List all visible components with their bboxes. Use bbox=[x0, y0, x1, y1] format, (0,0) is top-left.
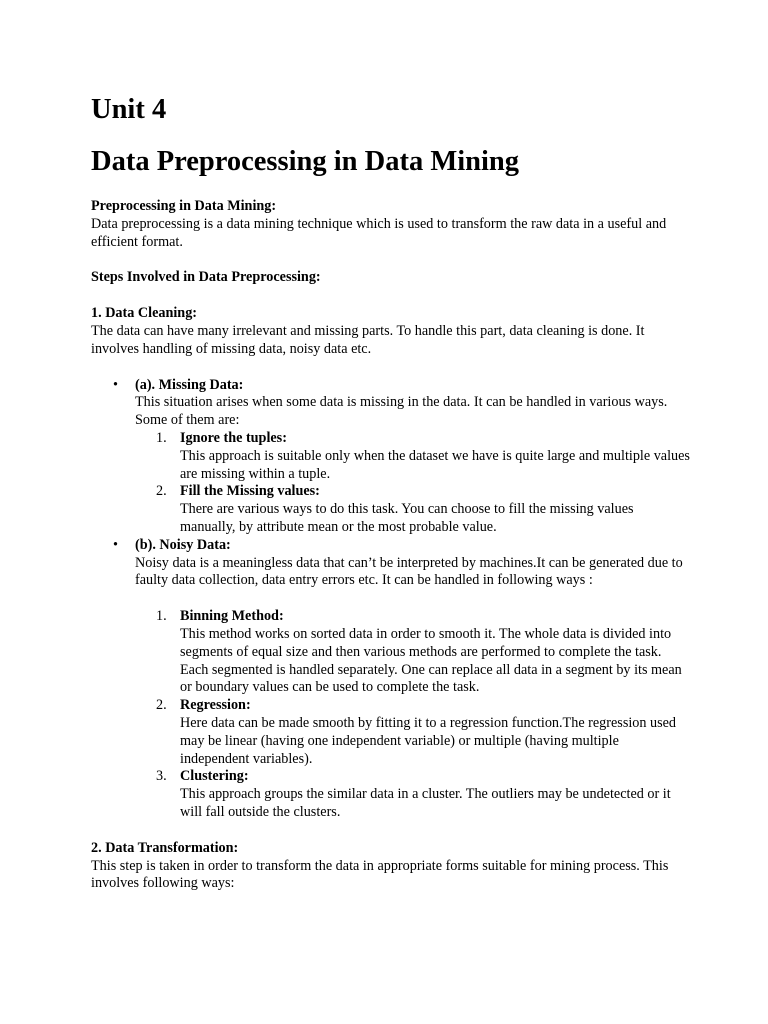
intro-heading: Preprocessing in Data Mining: bbox=[91, 198, 277, 214]
data-transformation-heading: 2. Data Transformation: bbox=[91, 839, 239, 856]
cleaning-bullet-list bbox=[91, 377, 691, 822]
list-number: 1. bbox=[156, 429, 167, 446]
missing-data-heading: • (a). Missing Data: bbox=[135, 376, 244, 393]
list-item bbox=[156, 608, 691, 697]
noisy-data-methods bbox=[135, 608, 691, 822]
method-text: This approach groups the similar data in a cluster. The outliers may be undetected or it will fall outside the clusters. bbox=[180, 786, 671, 820]
missing-data-item bbox=[135, 377, 691, 537]
list-number: 2. bbox=[156, 483, 167, 500]
data-transformation-body: This step is taken in order to transform the data in appropriate forms suitable for mining process. This involves following ways: bbox=[91, 857, 669, 892]
method-text: There are various ways to do this task. You can choose to fill the missing values manually, by attribute mean or the most probable value. bbox=[180, 501, 634, 535]
noisy-data-body: Noisy data is a meaningless data that can’t be interpreted by machines.It can be generated due to faulty data collection, data entry errors etc. It can be handled in following ways : bbox=[135, 554, 683, 589]
noisy-data-heading: • (b). Noisy Data: bbox=[135, 536, 231, 553]
method-title: Clustering: bbox=[180, 768, 249, 785]
list-number: 2. bbox=[156, 697, 167, 714]
steps-heading: Steps Involved in Data Preprocessing: bbox=[91, 269, 321, 286]
method-title: Regression: bbox=[180, 697, 251, 714]
document-title: Data Preprocessing in Data Mining bbox=[91, 146, 520, 177]
noisy-data-item bbox=[135, 537, 691, 822]
unit-title: Unit 4 bbox=[91, 94, 167, 125]
method-text: This method works on sorted data in order to smooth it. The whole data is divided into segments of equal size and then various methods are performed to complete the task. Each segmented is handled separately. One can replace all data in a segment by its mean or boundary values can be used to complete the task. bbox=[180, 625, 682, 696]
data-cleaning-body: The data can have many irrelevant and missing parts. To handle this part, data cleaning is done. It involves handling of missing data, noisy data etc. bbox=[91, 322, 645, 357]
list-item bbox=[156, 429, 691, 483]
method-text: This approach is suitable only when the dataset we have is quite large and multiple values are missing within a tuple. bbox=[180, 447, 690, 482]
method-text: Here data can be made smooth by fitting it to a regression function.The regression used may be linear (having one independent variable) or multiple (having multiple independent variables). bbox=[180, 714, 677, 767]
list-number: 3. bbox=[156, 768, 167, 785]
method-title: Binning Method: bbox=[180, 608, 284, 625]
missing-data-body: This situation arises when some data is missing in the data. It can be handled in various ways. bbox=[135, 394, 668, 411]
intro-body: Data preprocessing is a data mining technique which is used to transform the raw data in a useful and efficient format. bbox=[91, 215, 667, 250]
document-page bbox=[91, 92, 691, 893]
list-item bbox=[156, 483, 691, 536]
list-item bbox=[156, 697, 691, 768]
method-title: Fill the Missing values: bbox=[180, 483, 320, 500]
list-number: 1. bbox=[156, 608, 167, 625]
missing-data-some: Some of them are: bbox=[135, 412, 240, 429]
method-title: Ignore the tuples: bbox=[180, 429, 287, 446]
data-cleaning-heading: 1. Data Cleaning: bbox=[91, 305, 198, 322]
missing-data-methods bbox=[135, 430, 691, 537]
list-item bbox=[156, 768, 691, 821]
